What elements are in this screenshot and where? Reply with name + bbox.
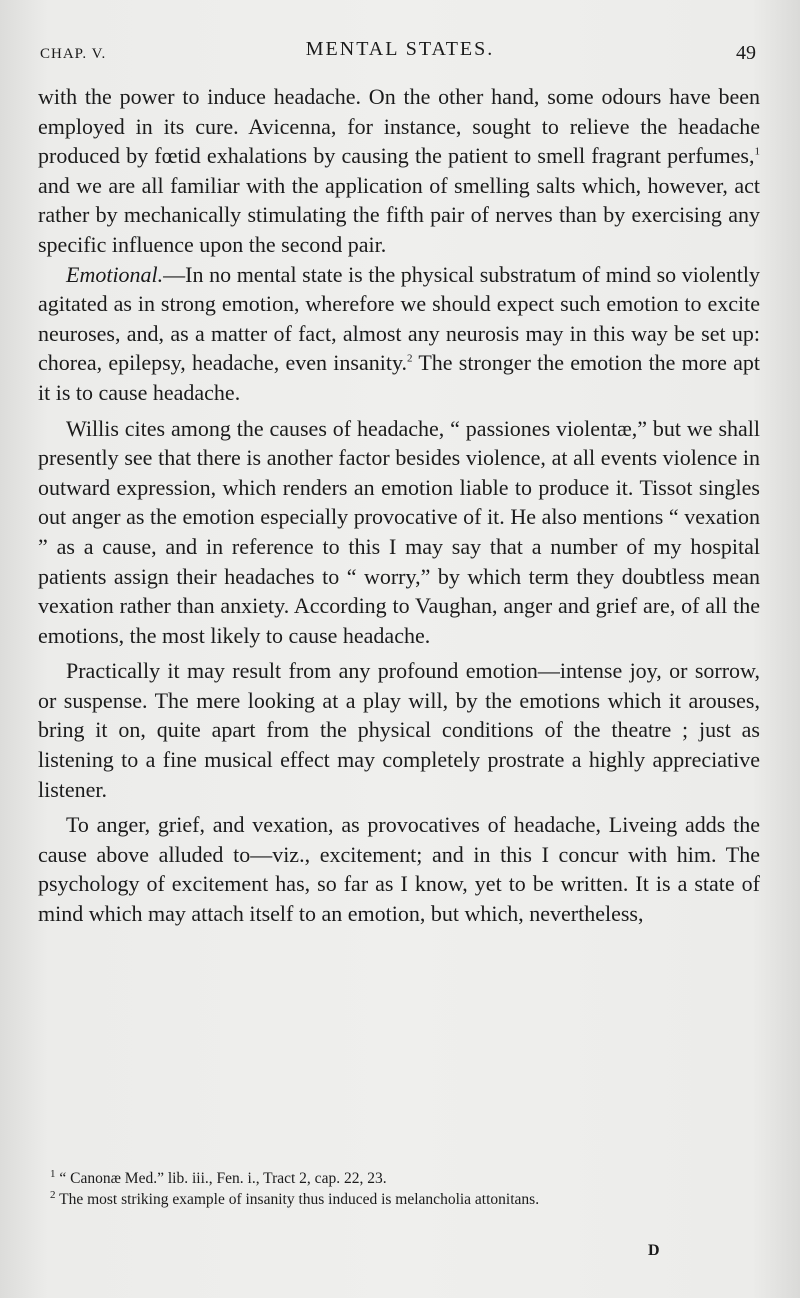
chapter-label: CHAP. V. — [40, 46, 107, 62]
paragraph-text: and we are all familiar with the application of smelling salts which, however, act rather by mechanically stimulating the fifth pair of nerves than by exercising any specific influence upon the second pair. — [38, 172, 760, 257]
footnote-mark: 2 — [50, 1188, 56, 1201]
running-title: MENTAL STATES. — [305, 38, 495, 60]
paragraph-odours — [38, 82, 760, 260]
running-head — [40, 38, 760, 68]
footnote-text: “ Canonæ Med.” lib. iii., Fen. i., Tract 2, cap. 22, 23. — [55, 1170, 387, 1187]
paragraph-practically: Practically it may result from any profound emotion—intense joy, or sorrow, or suspense. The mere looking at a play will, by the emotions which it arouses, bring it on, quite apart from the physical conditions of the theatre ; just as listening to a fine musical effect may completely prostrate a highly appreciative listener. — [38, 658, 760, 802]
page-number: 49 — [736, 42, 756, 64]
body-text — [38, 82, 760, 929]
footnote-text: The most striking example of insanity thus induced is melancholia attonitans. — [55, 1191, 540, 1208]
signature-mark: D — [648, 1242, 660, 1259]
footnote-1 — [38, 1168, 760, 1189]
paragraph-emotional — [38, 260, 760, 408]
paragraph-anger: To anger, grief, and vexation, as provocatives of headache, Liveing adds the cause above alluded to—viz., excitement; and in this I concur with him. The psychology of excitement has, so far as I know, yet to be written. It is a state of mind which may attach itself to an emotion, but which, nevertheless, — [38, 812, 760, 927]
footnote-mark: 1 — [50, 1167, 56, 1180]
section-heading-emotional: Emotional. — [66, 261, 164, 287]
paragraph-text: with the power to induce headache. On the other hand, some odours have been employed in its cure. Avicenna, for instance, sought to relieve the headache produced by fœtid exhalations by causing the patient to smell fragrant perfumes, — [38, 84, 760, 169]
paragraph-text: The stronger the emotion the more apt it is to cause headache. — [38, 350, 760, 405]
paragraph-text: —In no mental state is the physical substratum of mind so violently agitated as in strong emotion, wherefore we should expect such emotion to excite neuroses, and, as a matter of fact, almost any neurosis may in this way be set up: chorea, epilepsy, headache, even insanity. — [38, 261, 760, 376]
footnotes — [38, 1168, 760, 1210]
footnote-ref: 2 — [407, 353, 413, 366]
footnote-2 — [38, 1189, 760, 1210]
footnote-ref: 1 — [754, 145, 760, 158]
paragraph-willis: Willis cites among the causes of headache, “ passiones violentæ,” but we shall presently see that there is another factor besides violence, at all events violence in outward expression, which renders an emotion liable to produce it. Tissot singles out anger as the emotion especially provocative of it. He also mentions “ vexation ” as a cause, and in reference to this I may say that a number of my hospital patients assign their headaches to “ worry,” by which term they doubtless mean vexation rather than anxiety. According to Vaughan, anger and grief are, of all the emotions, the most likely to cause headache. — [38, 415, 760, 648]
